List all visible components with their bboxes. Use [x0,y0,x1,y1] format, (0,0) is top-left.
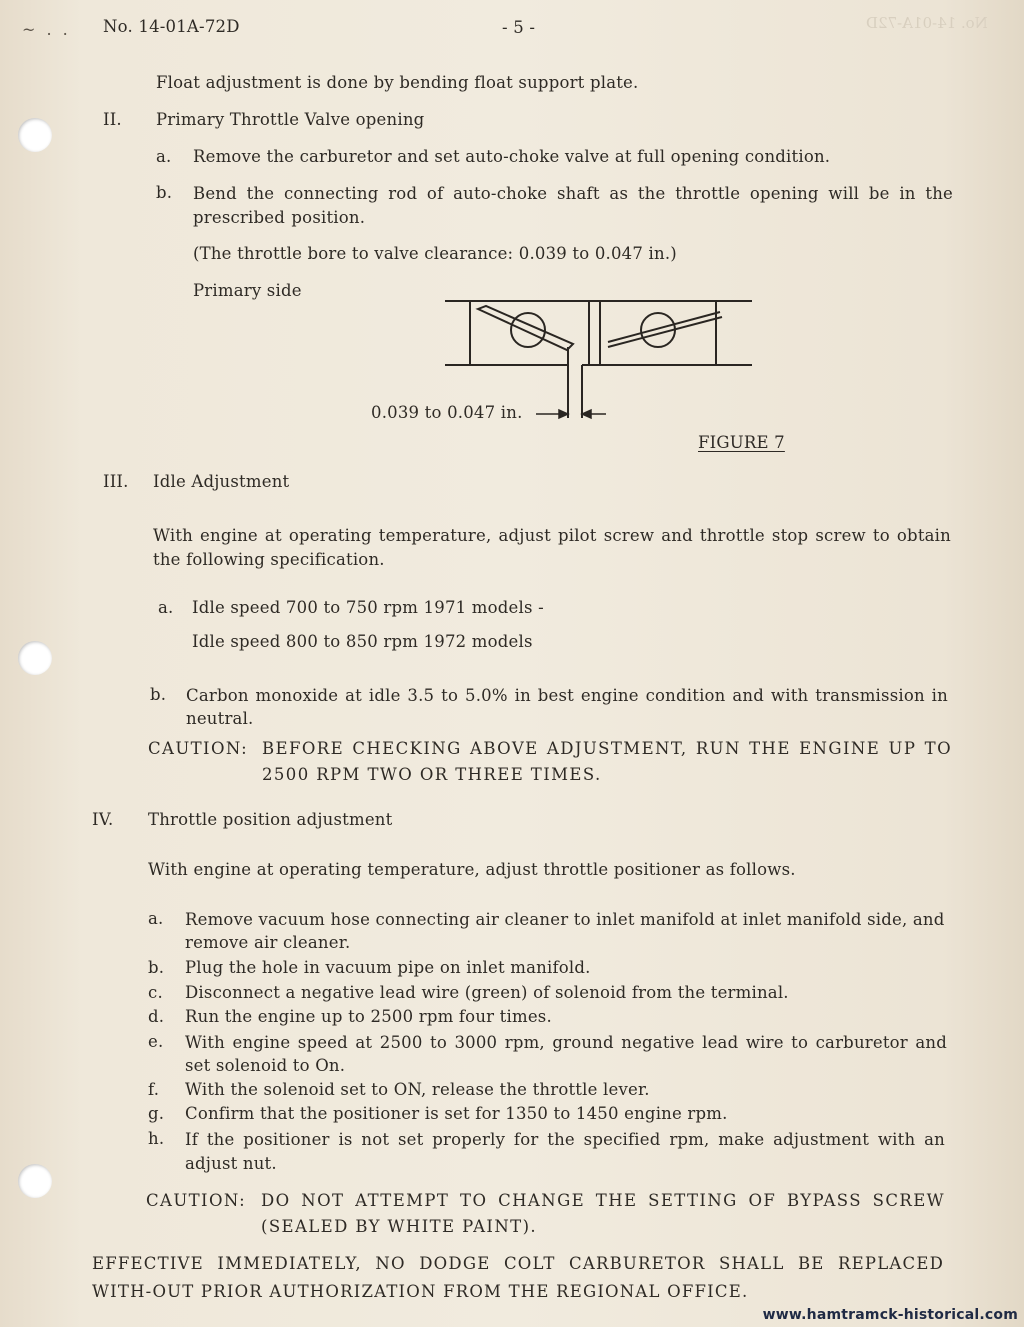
section-2-item-a-text: Remove the carburetor and set auto-choke valve at full opening condition. [193,147,831,166]
section-2-item-a-letter: a. [156,147,172,166]
section-3-title: Idle Adjustment [153,472,290,491]
section-4-item-d-text: Run the engine up to 2500 rpm four times. [185,1007,552,1026]
header-dash: ~ . . [22,20,71,39]
section-2-numeral: II. [103,110,122,129]
clearance-dimension-label: 0.039 to 0.047 in. [371,403,523,422]
site-watermark: www.hamtramck-historical.com [762,1307,1018,1323]
section-3-item-b-letter: b. [150,685,167,704]
section-4-item-c-letter: c. [148,983,163,1002]
section-3-intro: With engine at operating temperature, adjust pilot screw and throttle stop screw to obtain the following specification. [153,526,951,569]
section-4-item-c-text: Disconnect a negative lead wire (green) of solenoid from the terminal. [185,983,789,1002]
section-2-item-b-text: Bend the connecting rod of auto-choke shaft as the throttle opening will be in the prescribed position. [193,184,953,227]
section-4-item-g-text: Confirm that the positioner is set for 1350 to 1450 engine rpm. [185,1104,728,1123]
section-4-numeral: IV. [92,810,114,829]
primary-side-label: Primary side [193,281,302,300]
page-number: - 5 - [502,18,536,37]
section-4-item-b-letter: b. [148,958,165,977]
float-adjustment-text: Float adjustment is done by bending float support plate. [156,73,639,92]
section-4-item-e-text: With engine speed at 2500 to 3000 rpm, ground negative lead wire to carburetor and set solenoid to On. [185,1033,947,1075]
section-3-caution-text: BEFORE CHECKING ABOVE ADJUSTMENT, RUN THE ENGINE UP TO 2500 RPM TWO OR THREE TIMES. [262,739,952,784]
section-4-item-h-letter: h. [148,1129,165,1148]
section-4-item-a-text: Remove vacuum hose connecting air cleaner to inlet manifold at inlet manifold side, and remove air cleaner. [185,910,945,952]
section-4-item-e-letter: e. [148,1032,164,1051]
section-4-item-g-letter: g. [148,1104,165,1123]
section-4-item-f-letter: f. [148,1080,160,1099]
idle-speed-1972: Idle speed 800 to 850 rpm 1972 models [192,632,533,651]
section-4-caution-label: CAUTION: [146,1191,247,1210]
bleed-through-text: No. 14-01A-72D [866,14,988,32]
section-2-title: Primary Throttle Valve opening [156,110,425,129]
figure-7-caption: FIGURE 7 [698,433,785,452]
section-4-item-b-text: Plug the hole in vacuum pipe on inlet manifold. [185,958,591,977]
document-number: No. 14-01A-72D [103,17,240,36]
section-2-item-b-letter: b. [156,183,173,202]
clearance-note: (The throttle bore to valve clearance: 0.039 to 0.047 in.) [193,244,677,263]
binder-hole-bottom [18,1164,52,1198]
binder-hole-middle [18,641,52,675]
section-4-title: Throttle position adjustment [148,810,393,829]
section-3-numeral: III. [103,472,129,491]
section-3-caution-label: CAUTION: [148,739,249,758]
section-4-item-d-letter: d. [148,1007,165,1026]
section-4-item-a-letter: a. [148,909,164,928]
footer-notice: EFFECTIVE IMMEDIATELY, NO DODGE COLT CARBURETOR SHALL BE REPLACED WITH-OUT PRIOR AUTHORIZATION FROM THE REGIONAL OFFICE. [92,1254,944,1301]
section-3-item-a-letter: a. [158,598,174,617]
idle-speed-1971: Idle speed 700 to 750 rpm 1971 models - [192,598,544,617]
section-4-item-f-text: With the solenoid set to ON, release the throttle lever. [185,1080,650,1099]
binder-hole-top [18,118,52,152]
section-4-caution-text: DO NOT ATTEMPT TO CHANGE THE SETTING OF BYPASS SCREW (SEALED BY WHITE PAINT). [261,1191,945,1236]
section-4-item-h-text: If the positioner is not set properly for the specified rpm, make adjustment with an adjust nut. [185,1130,945,1173]
section-3-item-b-text: Carbon monoxide at idle 3.5 to 5.0% in best engine condition and with transmission in neutral. [186,686,948,728]
section-4-intro: With engine at operating temperature, adjust throttle positioner as follows. [148,860,796,879]
